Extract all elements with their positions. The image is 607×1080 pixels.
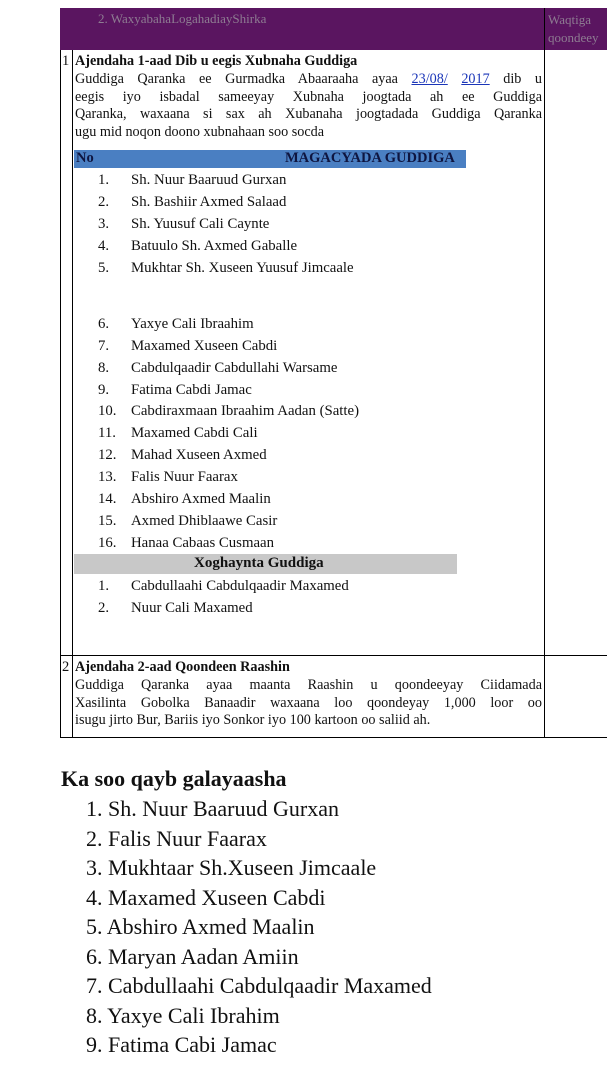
table-row: 2. Nuur Cali Maxamed [98, 600, 253, 616]
table-row: 11. Maxamed Cabdi Cali [98, 425, 258, 441]
table-row: 8. Cabdulqaadir Cabdullahi Warsame [98, 360, 338, 376]
table-row: 1. Sh. Nuur Baaruud Gurxan [98, 172, 287, 188]
members-col-names: MAGACYADA GUDDIGA [285, 150, 455, 166]
table-row: 10. Cabdiraxmaan Ibraahim Aadan (Satte) [98, 403, 360, 419]
header-cell-contents [60, 8, 545, 50]
members-table-header [74, 150, 466, 168]
agenda-2-line-2: Xasilinta Gobolka Banaadir waxaana loo qoondeyay 1,000 loor oo [75, 694, 542, 711]
agenda-2-line-3: isugu jirto Bur, Bariis iyo Sonkor iyo 100 kartoon oo saliid ah. [75, 712, 431, 729]
table-time-column-border [544, 50, 545, 738]
agenda-1-line-1: Guddiga Qaranka ee Gurmadka Abaaraaha ayaa 23/08/ 2017 dib u [75, 70, 543, 87]
table-row: 2. Sh. Bashiir Axmed Salaad [98, 194, 287, 210]
agenda-1-line-3: Qaranka, waxaana si sax ah Xubanaha joogtadada Guddiga Qaranka [75, 106, 542, 123]
table-row: 15. Axmed Dhiblaawe Casir [98, 513, 278, 529]
secretariat-title: Xoghaynta Guddiga [194, 555, 324, 571]
list-item: 6. Maryan Aadan Amiin [86, 944, 299, 969]
table-row: 16. Hanaa Cabaas Cusmaan [98, 535, 274, 551]
members-col-no: No [76, 150, 94, 166]
table-row: 13. Falis Nuur Faarax [98, 469, 238, 485]
table-row: 6. Yaxye Cali Ibraahim [98, 316, 254, 332]
table-row: 14. Abshiro Axmed Maalin [98, 491, 271, 507]
list-item: 9. Fatima Cabi Jamac [86, 1032, 277, 1057]
list-item: 5. Abshiro Axmed Maalin [86, 914, 315, 939]
table-row: 1. Cabdullaahi Cabdulqaadir Maxamed [98, 578, 349, 594]
table-header-row [60, 8, 607, 50]
list-item: 8. Yaxye Cali Ibrahim [86, 1003, 280, 1028]
agenda-1-title: Ajendaha 1-aad Dib u eegis Xubnaha Guddiga [75, 53, 358, 69]
list-item: 2. Falis Nuur Faarax [86, 826, 267, 851]
agenda-2-title: Ajendaha 2-aad Qoondeen Raashin [75, 659, 290, 675]
table-row: 5. Mukhtar Sh. Xuseen Yuusuf Jimcaale [98, 260, 354, 276]
agenda-2-line-1: Guddiga Qaranka ayaa maanta Raashin u qoondeeyay Ciidamada [75, 676, 542, 693]
agenda-1-date-link[interactable]: 23/08/ [411, 70, 448, 87]
agenda-1-year-link[interactable]: 2017 [461, 70, 490, 87]
participants-title: Ka soo qayb galayaasha [61, 766, 287, 791]
table-row: 4. Batuulo Sh. Axmed Gaballe [98, 238, 298, 254]
agenda-1-line-4: ugu mid noqon doono xubnahaan soo socda [75, 124, 325, 141]
secretariat-header [74, 554, 457, 574]
table-left-border [60, 50, 61, 738]
table-row: 12. Mahad Xuseen Axmed [98, 447, 267, 463]
agenda-2-block [75, 659, 542, 730]
list-item: 3. Mukhtaar Sh.Xuseen Jimcaale [86, 855, 377, 880]
header-time-label: Waqtiga qoondeey [548, 12, 599, 45]
list-item: 4. Maxamed Xuseen Cabdi [86, 885, 326, 910]
agenda-1-block [75, 53, 542, 142]
table-bottom-border [60, 737, 607, 738]
list-item: 1. Sh. Nuur Baaruud Gurxan [86, 796, 339, 821]
header-contents-label: 2. WaxyabahaLogahadiayShirka [98, 11, 267, 26]
table-row-divider [60, 655, 607, 656]
agenda-1-number: 1 [62, 53, 70, 69]
table-row: 9. Fatima Cabdi Jamac [98, 382, 252, 398]
agenda-2-number: 2 [62, 659, 70, 675]
table-number-column-border [72, 50, 73, 738]
table-row: 3. Sh. Yuusuf Cali Caynte [98, 216, 270, 232]
table-row: 7. Maxamed Xuseen Cabdi [98, 338, 278, 354]
list-item: 7. Cabdullaahi Cabdulqaadir Maxamed [86, 973, 432, 998]
agenda-1-line-2: eegis iyo isbadal sameeyay Xubnaha joogtada ah ee Guddiga [75, 88, 542, 105]
